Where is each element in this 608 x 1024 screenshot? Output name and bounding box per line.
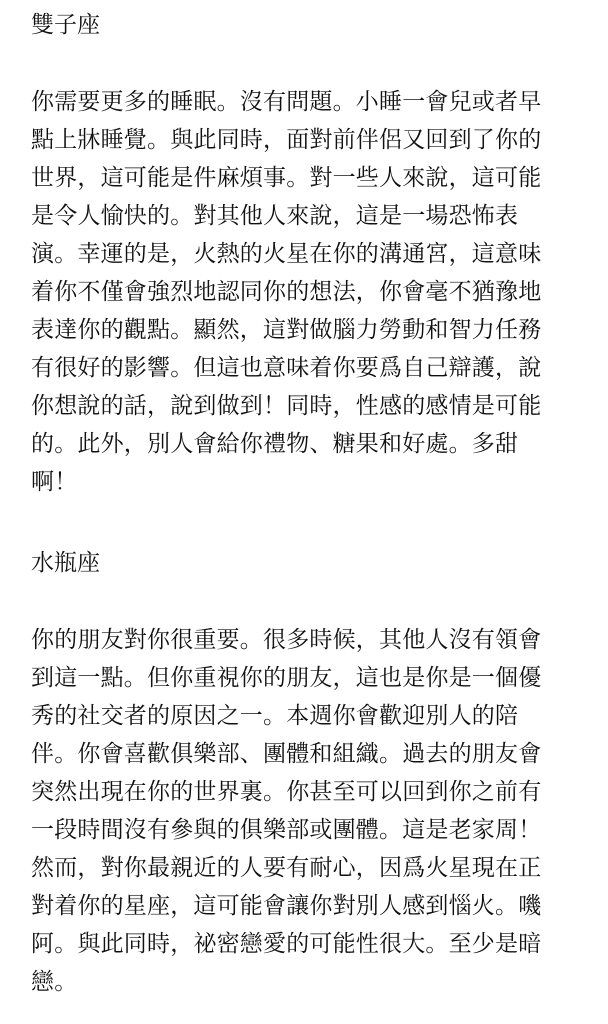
text-line: 你需要更多的睡眠。沒有問題。小睡一會兒或者早 — [31, 89, 542, 115]
text-line: 世界，這可能是件麻煩事。對一些人來說，這可能 — [31, 165, 542, 191]
text-line: 你想說的話，說到做到！同時，性感的感情是可能 — [31, 393, 542, 419]
text-line: 到這一點。但你重視你的朋友，這也是你是一個優 — [31, 665, 542, 691]
text-line: 點上牀睡覺。與此同時，面對前伴侶又回到了你的 — [31, 127, 542, 153]
text-line: 有很好的影響。但這也意味着你要爲自己辯護，說 — [31, 355, 542, 381]
text-line: 啊！ — [31, 469, 78, 495]
section-body-gemini — [31, 83, 541, 501]
text-line: 你的朋友對你很重要。很多時候，其他人沒有領會 — [31, 627, 542, 653]
text-line: 着你不僅會強烈地認同你的想法，你會毫不猶豫地 — [31, 279, 542, 305]
text-line: 阿。與此同時，祕密戀愛的可能性很大。至少是暗 — [31, 931, 542, 957]
text-line: 伴。你會喜歡俱樂部、團體和組織。過去的朋友會 — [31, 741, 542, 767]
section-title-aquarius: 水瓶座 — [31, 550, 100, 576]
text-line: 演。幸運的是，火熱的火星在你的溝通宮，這意味 — [31, 241, 542, 267]
text-line: 表達你的觀點。顯然，這對做腦力勞動和智力任務 — [31, 317, 542, 343]
section-body-aquarius — [31, 621, 541, 1001]
text-line: 秀的社交者的原因之一。本週你會歡迎別人的陪 — [31, 703, 519, 729]
text-line: 的。此外，別人會給你禮物、糖果和好處。多甜 — [31, 431, 519, 457]
text-line: 是令人愉快的。對其他人來說，這是一場恐怖表 — [31, 203, 519, 229]
text-line: 突然出現在你的世界裏。你甚至可以回到你之前有 — [31, 779, 542, 805]
text-line: 一段時間沒有參與的俱樂部或團體。這是老家周！ — [31, 817, 542, 843]
text-line: 對着你的星座，這可能會讓你對別人感到惱火。嘰 — [31, 893, 542, 919]
text-line: 戀。 — [31, 969, 78, 995]
section-title-gemini: 雙子座 — [31, 12, 100, 38]
text-line: 然而，對你最親近的人要有耐心，因爲火星現在正 — [31, 855, 542, 881]
